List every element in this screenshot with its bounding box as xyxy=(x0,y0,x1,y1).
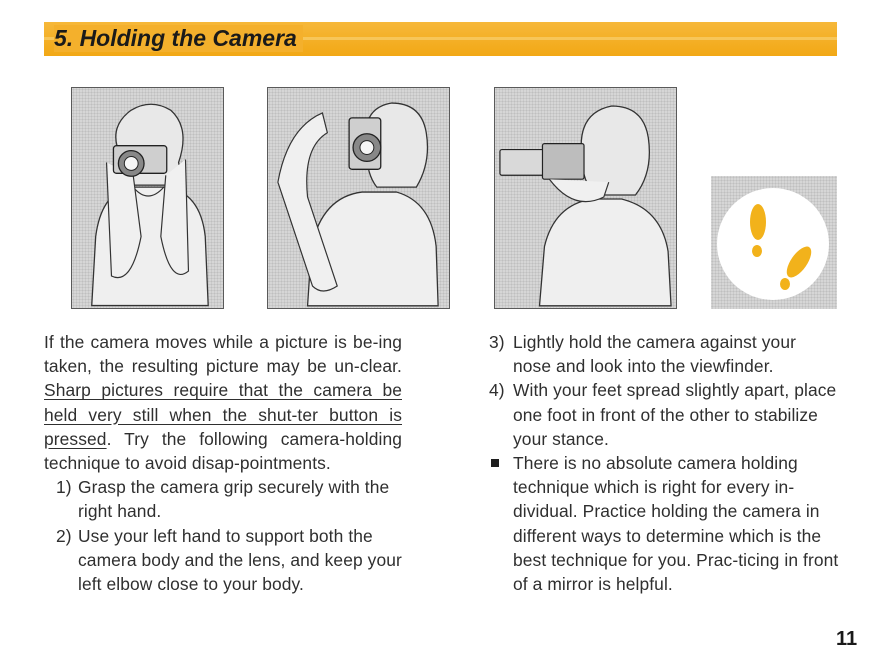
step-text: Use your left hand to support both the camera body and the lens, and keep your left elbow close to your body. xyxy=(78,525,402,595)
section-header-bar xyxy=(44,22,837,56)
step-4 xyxy=(489,378,839,451)
illustration-vertical-hold xyxy=(267,87,450,309)
step-number: 4) xyxy=(489,380,505,401)
step-3 xyxy=(489,330,839,378)
step-number: 2) xyxy=(56,525,72,546)
right-column xyxy=(489,330,839,596)
intro-paragraph: If the camera moves while a picture is be-ing taken, the resulting picture may be un-clear. Sharp pictures require that the camera be held very still when the shut-ter button is pressed. Try the following camera-holding technique to avoid disap-pointments. xyxy=(44,332,402,474)
illustration-footprints xyxy=(711,176,837,309)
note-item xyxy=(489,451,839,596)
step-text: With your feet spread slightly apart, place one foot in front of the other to stabilize your stance. xyxy=(513,380,837,449)
illustration-telephoto-hold xyxy=(494,87,677,309)
step-1 xyxy=(44,475,402,523)
step-text: Grasp the camera grip securely with the right hand. xyxy=(78,477,390,522)
step-number: 1) xyxy=(56,477,72,498)
illustration-horizontal-hold xyxy=(71,87,224,309)
step-number: 3) xyxy=(489,332,505,352)
section-title: 5. Holding the Camera xyxy=(54,25,303,52)
page-number: 11 xyxy=(836,628,858,650)
left-column xyxy=(44,330,402,596)
footprint-left-icon xyxy=(750,204,766,240)
square-bullet-icon xyxy=(491,459,499,467)
underlined-emphasis: Sharp pictures require that the camera be held very still when the shut-ter button is pressed xyxy=(44,380,402,449)
note-text: There is no absolute camera holding technique which is right for every in-dividual. Practice holding the camera in different ways to determine which is the best technique for you. Prac-ticing in front of a mirror is helpful. xyxy=(513,453,839,595)
step-text: Lightly hold the camera against your nose and look into the viewfinder. xyxy=(513,332,796,377)
step-2 xyxy=(44,524,402,597)
